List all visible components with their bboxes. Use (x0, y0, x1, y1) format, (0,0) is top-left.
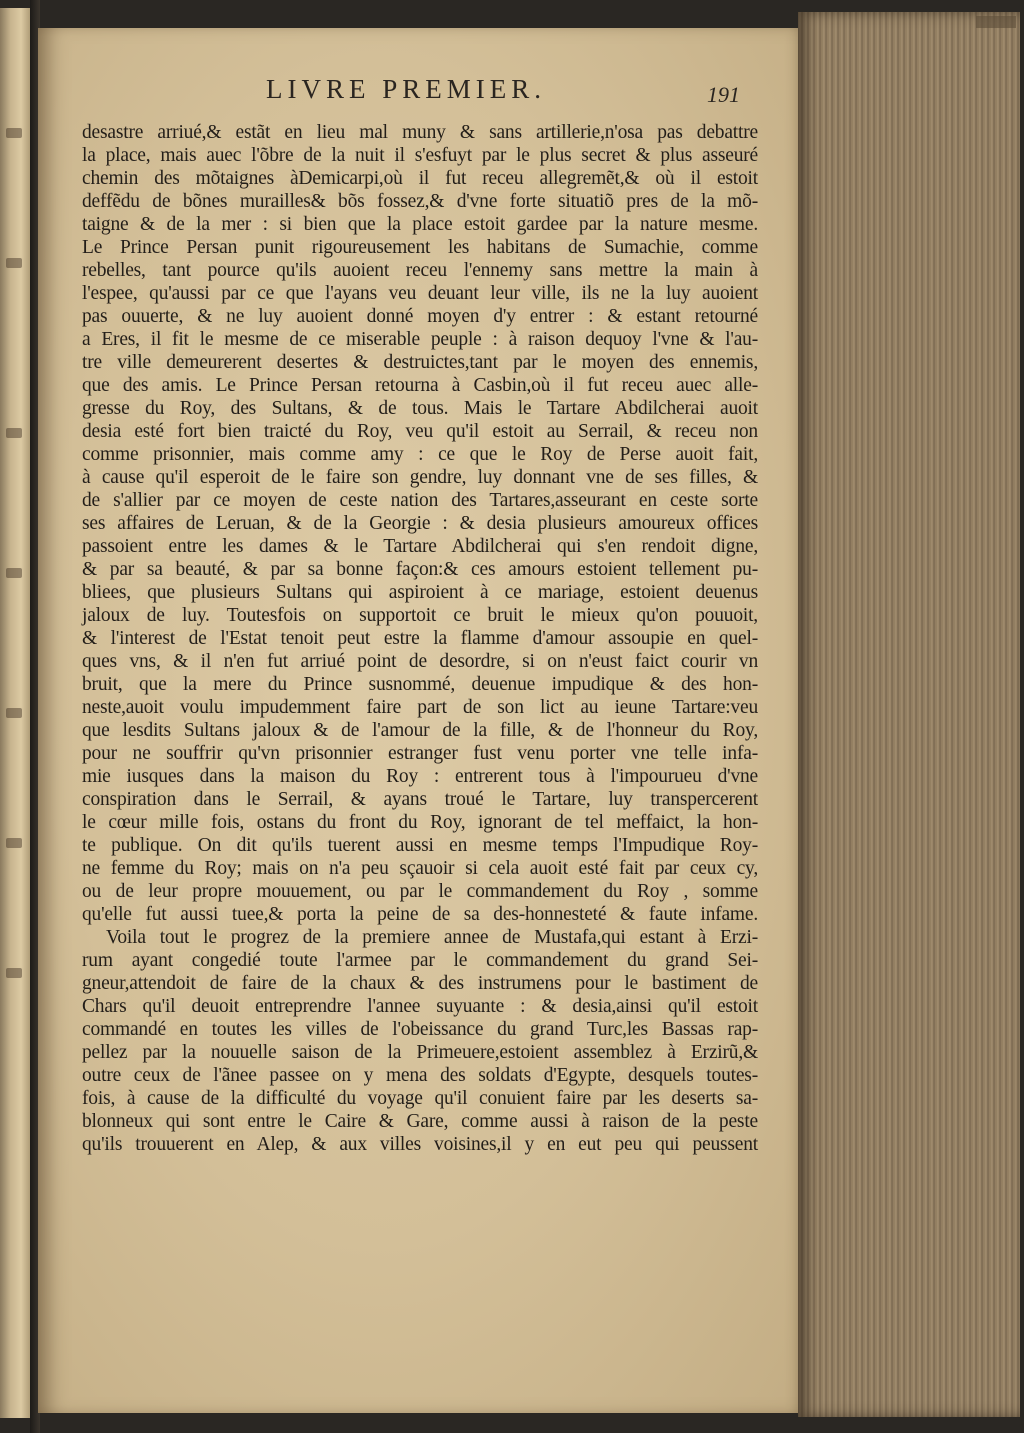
text-line: Chars qu'il deuoit entreprendre l'annee suyuante : & desia,ainsi qu'il estoit (82, 996, 758, 1017)
text-line: & par sa beauté, & par sa bonne façon:& ces amours estoient tellement pu- (82, 559, 758, 580)
library-label (976, 16, 1016, 28)
text-line: que lesdits Sultans jaloux & de l'amour de la fille, & de l'honneur du Roy, (82, 720, 758, 741)
text-line: qu'ils trouuerent en Alep, & aux villes voisines,il y en eut peu qui peussent (82, 1134, 758, 1155)
text-line: mie iusques dans la maison du Roy : entrerent tous à l'impourueu d'vne (82, 766, 758, 787)
text-line: gresse du Roy, des Sultans, & de tous. Mais le Tartare Abdilcherai auoit (82, 398, 758, 419)
text-line: conspiration dans le Serrail, & ayans troué le Tartare, luy transpercerent (82, 789, 758, 810)
text-line: comme prisonnier, mais comme amy : ce que le Roy de Perse auoit fait, (82, 444, 758, 465)
text-line: & l'interest de l'Estat tenoit peut estre la flamme d'amour assoupie en quel- (82, 628, 758, 649)
edge-mark (6, 968, 22, 978)
text-line: blonneux qui sont entre le Caire & Gare, comme aussi à raison de la peste (82, 1111, 758, 1132)
text-line: jaloux de luy. Toutesfois on supportoit ce bruit le mieux qu'on pouuoit, (82, 605, 758, 626)
text-line: pellez par la nouuelle saison de la Primeuere,estoient assemblez à Erzirũ,& (82, 1042, 758, 1063)
text-line: Le Prince Persan punit rigoureusement les habitans de Sumachie, comme (82, 237, 758, 258)
edge-mark (6, 838, 22, 848)
text-line: taigne & de la mer : si bien que la place estoit gardee par la nature mesme. (82, 214, 758, 235)
text-line: bruit, que la mere du Prince susnommé, deuenue impudique & des hon- (82, 674, 758, 695)
text-line: de s'allier par ce moyen de ceste nation des Tartares,asseurant en ceste sorte (82, 490, 758, 511)
text-line: qu'elle fut aussi tuee,& porta la peine de sa des-honnesteté & faute infame. (82, 904, 758, 925)
page-header (80, 74, 770, 114)
edge-mark (6, 708, 22, 718)
running-head: LIVRE PREMIER. (266, 74, 547, 104)
page-number: 191 (707, 82, 740, 107)
text-line: la place, mais auec l'õbre de la nuit il s'esfuyt par le plus secret & plus asseuré (82, 145, 758, 166)
text-line: desastre arriué,& estãt en lieu mal muny & sans artillerie,n'osa pas debattre (82, 122, 758, 143)
text-line: a Eres, il fit le mesme de ce miserable peuple : à raison dequoy l'vne & l'au- (82, 329, 758, 350)
text-line: commandé en toutes les villes de l'obeissance du grand Turc,les Bassas rap- (82, 1019, 758, 1040)
text-line: te publique. On dit qu'ils tuerent aussi en mesme temps l'Impudique Roy- (82, 835, 758, 856)
text-line: deffẽdu de bõnes murailles& bõs fossez,& d'vne forte situatiõ pres de la mõ- (82, 191, 758, 212)
paragraph-start-line: Voila tout le progrez de la premiere annee de Mustafa,qui estant à Erzi- (106, 927, 758, 948)
text-line: passoient entre les dames & le Tartare Abdilcherai qui s'en rendoit digne, (82, 536, 758, 557)
edge-mark (6, 428, 22, 438)
text-line: tre ville demeurerent desertes & destruictes,tant par le moyen des ennemis, (82, 352, 758, 373)
text-block (82, 121, 758, 1156)
text-line: que des amis. Le Prince Persan retourna à Casbin,où il fut receu auec alle- (82, 375, 758, 396)
text-line: chemin des mõtaignes àDemicarpi,où il fut receu allegremẽt,& où il estoit (82, 168, 758, 189)
text-line: à cause qu'il esperoit de le faire son gendre, luy donnant vne de ses filles, & (82, 467, 758, 488)
text-line: bliees, que plusieurs Sultans qui aspiroient à ce mariage, estoient deuenus (82, 582, 758, 603)
text-line: pour ne souffrir qu'vn prisonnier estranger fust venu porter vne telle infa- (82, 743, 758, 764)
text-line: le cœur mille fois, ostans du front du Roy, ignorant de tel meffaict, la hon- (82, 812, 758, 833)
text-line: neste,auoit voulu impudemment faire part de son lict au ieune Tartare:veu (82, 697, 758, 718)
text-line: rum ayant congedié toute l'armee par le commandement du grand Sei- (82, 950, 758, 971)
text-line: ques vns, & il n'en fut arriué point de desordre, si on n'eust faict courir vn (82, 651, 758, 672)
text-line: gneur,attendoit de faire de la chaux & des instrumens pour le bastiment de (82, 973, 758, 994)
text-line: fois, à cause de la difficulté du voyage qu'il conuient faire par les deserts sa- (82, 1088, 758, 1109)
edge-mark (6, 568, 22, 578)
text-line: ses affaires de Leruan, & de la Georgie : & desia plusieurs amoureux offices (82, 513, 758, 534)
facing-page-edge (0, 8, 30, 1418)
text-line: l'espee, qu'aussi par ce que l'ayans veu deuant leur ville, ils ne la luy auoient (82, 283, 758, 304)
book-fore-edge (798, 12, 1020, 1417)
text-line: ne femme du Roy; mais on n'a peu sçauoir si cela auoit esté fait par ceux cy, (82, 858, 758, 879)
text-line: rebelles, tant pource qu'ils auoient receu l'ennemy sans mettre la main à (82, 260, 758, 281)
edge-mark (6, 258, 22, 268)
edge-mark (6, 128, 22, 138)
text-line: ou de leur propre mouuement, ou par le commandement du Roy , somme (82, 881, 758, 902)
text-line: outre ceux de l'ãnee passee on y mena des soldats d'Egypte, desquels toutes- (82, 1065, 758, 1086)
text-line: pas ouuerte, & ne luy auoient donné moyen d'y entrer : & estant retourné (82, 306, 758, 327)
text-line: desia esté fort bien traicté du Roy, veu qu'il estoit au Serrail, & receu non (82, 421, 758, 442)
